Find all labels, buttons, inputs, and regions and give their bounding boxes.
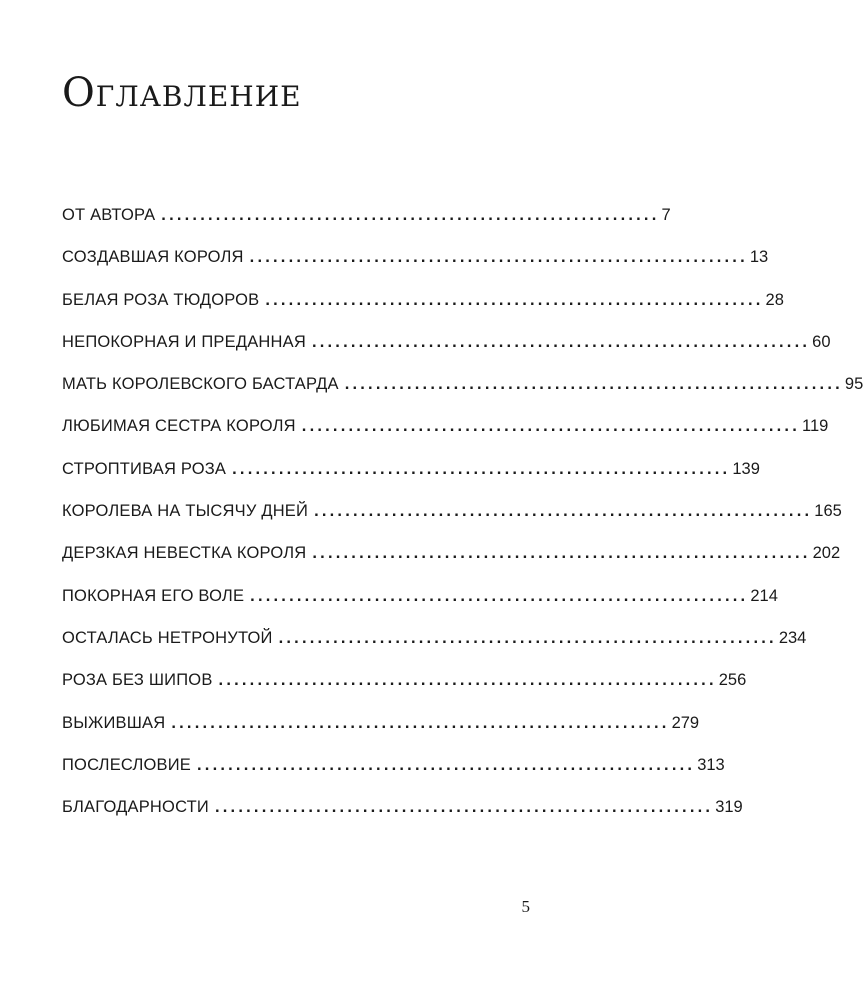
page-number: 5 <box>521 897 530 916</box>
toc-entry-page: 319 <box>715 798 743 817</box>
toc-entry-title: ДЕРЗКАЯ НЕВЕСТКА КОРОЛЯ <box>62 544 307 563</box>
toc-entry-page: 313 <box>697 755 725 774</box>
toc-entry-title: ОТ АВТОРА <box>62 206 156 224</box>
toc-entry[interactable] <box>62 711 700 753</box>
dot-leader: ................................................................ <box>232 459 731 478</box>
toc-entry[interactable] <box>62 288 784 330</box>
toc-entry[interactable] <box>62 795 743 837</box>
toc-entry[interactable] <box>62 414 829 456</box>
dot-leader: ................................................................ <box>218 671 717 690</box>
toc-entry[interactable] <box>62 584 778 626</box>
toc-entry-page: 28 <box>765 290 784 309</box>
toc-entry-title: РОЗА БЕЗ ШИПОВ <box>62 671 213 690</box>
toc-entry-page: 60 <box>812 332 831 351</box>
dot-leader: ................................................................ <box>161 206 660 224</box>
toc-entry-title: ОСТАЛАСЬ НЕТРОНУТОЙ <box>62 628 273 647</box>
toc-entry-page: 13 <box>749 248 769 267</box>
toc-entry-page: 119 <box>802 417 829 436</box>
toc-entry-page: 202 <box>812 544 841 563</box>
toc-entry-page: 256 <box>718 671 747 690</box>
dot-leader: ................................................................ <box>197 755 696 774</box>
toc-entry[interactable] <box>62 668 747 710</box>
toc-entry[interactable] <box>62 541 841 583</box>
toc-entry-page: 95 <box>844 375 863 394</box>
toc-entry[interactable] <box>62 753 725 795</box>
toc-entry-title: ПОСЛЕСЛОВИЕ <box>62 755 191 774</box>
toc-entry[interactable] <box>62 372 863 414</box>
dot-leader: ................................................................ <box>311 332 811 351</box>
toc-entry-page: 234 <box>778 628 807 647</box>
toc-entry[interactable] <box>62 499 842 541</box>
toc-entry[interactable] <box>62 626 807 668</box>
toc-entry-page: 279 <box>671 713 700 732</box>
toc-entry-title: ВЫЖИВШАЯ <box>62 713 166 732</box>
toc-entry-page: 165 <box>814 502 842 521</box>
toc-entry-title: СОЗДАВШАЯ КОРОЛЯ <box>62 248 244 267</box>
toc-entry-title: НЕПОКОРНАЯ И ПРЕДАННАЯ <box>62 332 306 351</box>
dot-leader: ................................................................ <box>249 248 748 267</box>
toc-entry-title: КОРОЛЕВА НА ТЫСЯЧУ ДНЕЙ <box>62 502 309 521</box>
toc-entry-title: БЛАГОДАРНОСТИ <box>62 798 209 817</box>
dot-leader: ................................................................ <box>171 713 670 732</box>
toc-entry[interactable] <box>62 245 769 287</box>
toc-entry-title: ПОКОРНАЯ ЕГО ВОЛЕ <box>62 586 245 605</box>
dot-leader: ................................................................ <box>265 290 764 309</box>
toc-entry[interactable] <box>62 203 671 245</box>
toc-entry-page: 214 <box>750 586 778 605</box>
toc-entry[interactable] <box>62 457 760 499</box>
dot-leader: ................................................................ <box>250 586 749 605</box>
toc-entry-title: БЕЛАЯ РОЗА ТЮДОРОВ <box>62 290 260 309</box>
toc-entry-title: МАТЬ КОРОЛЕВСКОГО БАСТАРДА <box>62 375 339 394</box>
toc-entry-page: 139 <box>732 459 760 478</box>
page-title: Оглавление <box>62 70 302 116</box>
toc-entry[interactable] <box>62 330 831 372</box>
dot-leader: ................................................................ <box>314 502 813 521</box>
dot-leader: ................................................................ <box>301 417 800 436</box>
toc-entry-title: СТРОПТИВАЯ РОЗА <box>62 459 227 478</box>
toc-entry-page: 7 <box>661 206 671 224</box>
dot-leader: ................................................................ <box>214 798 714 817</box>
table-of-contents <box>62 203 863 837</box>
dot-leader: ................................................................ <box>312 544 811 563</box>
toc-entry-title: ЛЮБИМАЯ СЕСТРА КОРОЛЯ <box>62 417 296 436</box>
dot-leader: ................................................................ <box>344 375 843 394</box>
dot-leader: ................................................................ <box>278 628 777 647</box>
